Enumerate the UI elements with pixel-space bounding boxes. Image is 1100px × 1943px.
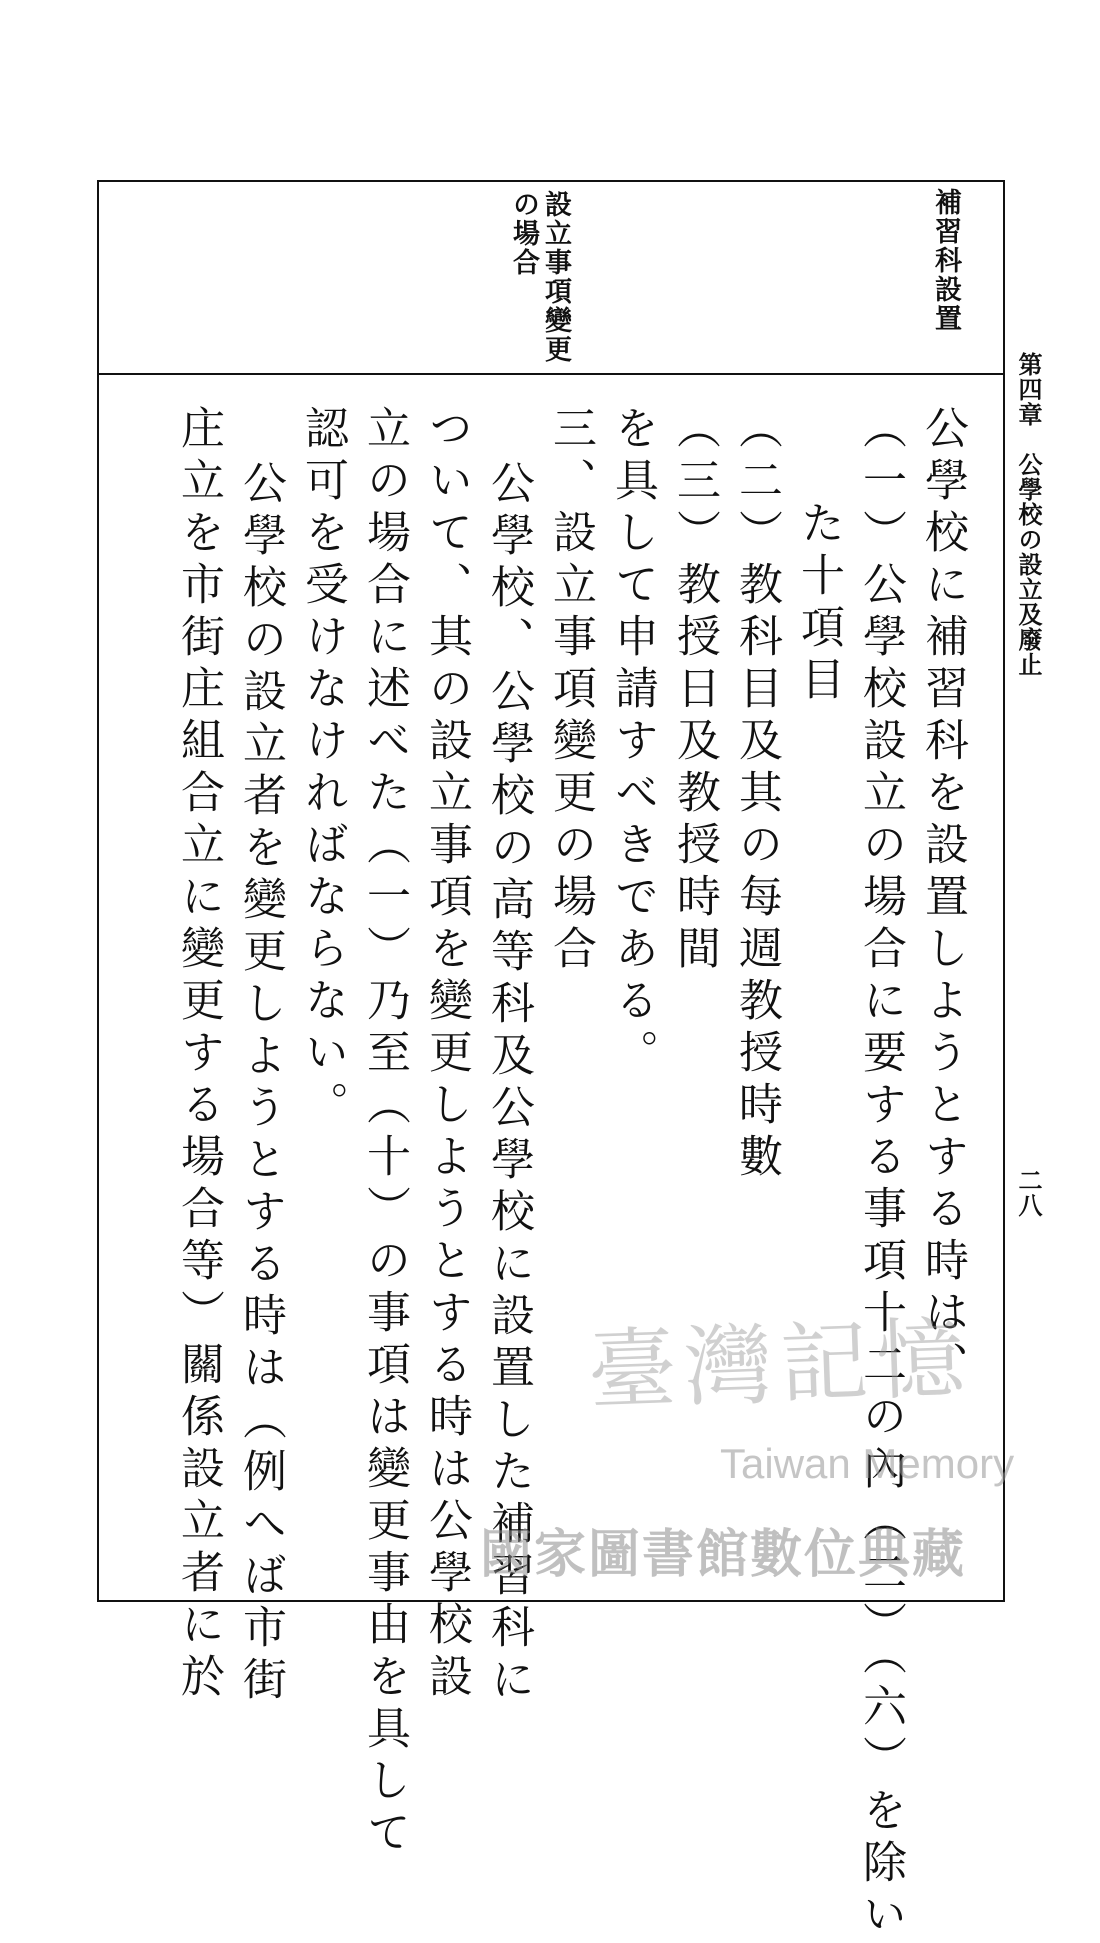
headnote-change-line2: の場合 [508,190,539,277]
body-column-5: （三）教授日及教授時間 [669,405,720,977]
body-column-4: （二）教科目及其の每週教授時數 [731,405,782,1185]
body-column-9: ついて、其の設立事項を變更しようとする時は公學校設 [421,405,472,1705]
body-column-6: を具して申請すべきである。 [607,405,658,1081]
headnote-supplementary-course: 補習科設置 [930,188,961,333]
body-column-11: 認可を受けなければならない。 [297,405,348,1133]
body-column-12: 公學校の設立者を變更しようとする時は（例へば市街 [235,460,286,1708]
watermark-english: Taiwan Memory [720,1440,1015,1487]
headnote-divider [97,373,1005,375]
body-column-1: 公學校に補習科を設置しようとする時は、 [917,405,968,1393]
body-column-10: 立の場合に述べた（一）乃至（十）の事項は變更事由を具して [359,405,410,1861]
running-header-chapter: 第四章 公學校の設立及廢止 [1014,352,1043,677]
watermark-chinese: 臺灣記憶 [586,1306,974,1423]
body-column-7: 三、設立事項變更の場合 [545,405,596,977]
body-column-2: （一）公學校設立の場合に要する事項十二の內（二）（六）を除い [855,405,906,1943]
body-column-13: 庄立を市街庄組合立に變更する場合等）關係設立者に於 [173,405,224,1705]
watermark-library: 國家圖書館數位典藏 [480,1526,967,1584]
page-number: 二八 [1014,1168,1043,1218]
body-column-3: た十項目 [793,500,844,708]
body-column-8: 公學校、公學校の高等科及公學校に設置した補習科に [483,460,534,1708]
headnote-change-line1: 設立事項變更 [540,190,571,364]
